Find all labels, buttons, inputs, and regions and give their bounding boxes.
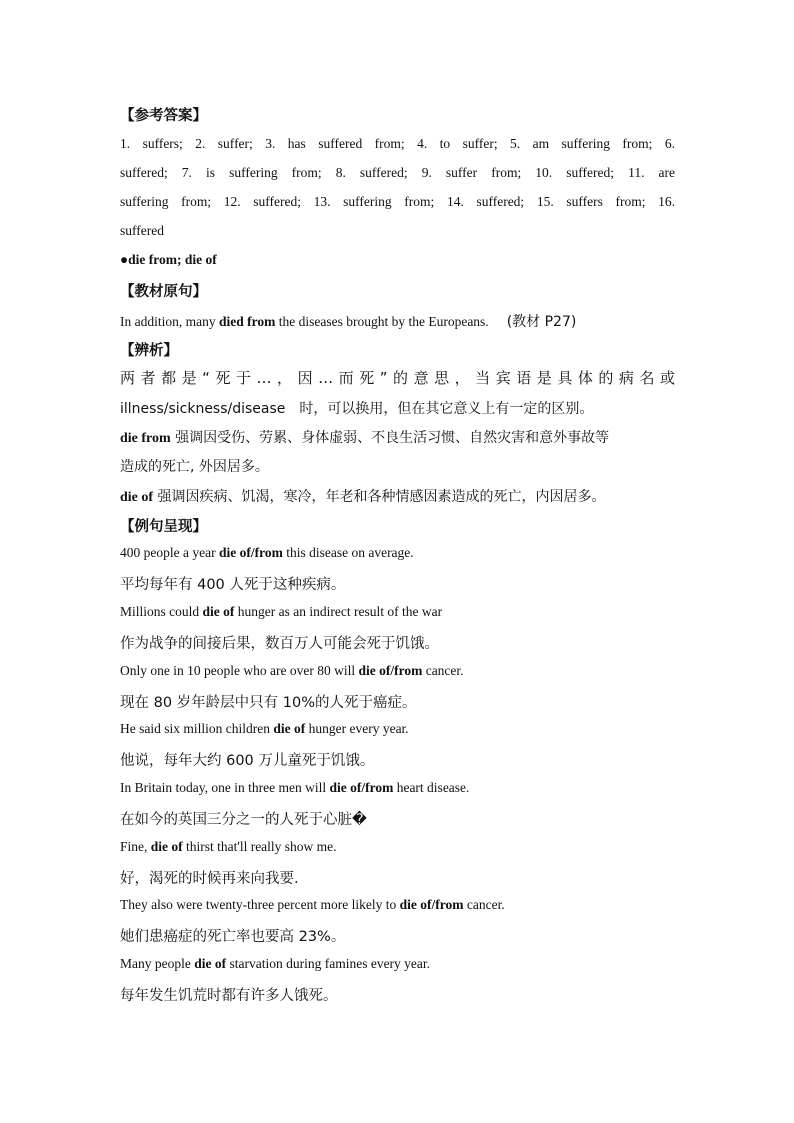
example-bold: die of/from [218,545,283,560]
example-bold: die of [194,956,227,971]
example-pre: They also were twenty-three percent more likely to [120,897,400,912]
analysis-line-1: 两者都是“死于…，因…而死”的意思，当宾语是具体的病名或 [120,369,675,387]
die-from-text: 强调因受伤、劳累、身体虚弱、不良生活习惯、自然灾害和意外事故等 [170,430,610,446]
examples-heading: 【例句呈现】 [120,519,207,535]
example-zh-7: 她们患癌症的死亡率也要高 23%。 [120,929,346,945]
example-en-4 [120,721,675,737]
example-zh-5: 在如今的英国三分之一的人死于心脏� [120,812,367,828]
example-bold: die of/from [358,663,423,678]
example-zh-1: 平均每年有 400 人死于这种疾病。 [120,577,346,593]
die-of-term: die of [120,490,154,505]
example-post: cancer. [463,897,505,912]
example-post: hunger as an indirect result of the war [234,604,443,619]
die-from-term: die from [120,431,171,446]
textbook-source: (教材 P27) [506,314,577,330]
die-of-text: 强调因疾病、饥渴，寒冷，年老和各种情感因素造成的死亡，内因居多。 [153,489,606,505]
example-pre: He said six million children [120,721,274,736]
example-bold: die of [150,839,183,854]
textbook-sentence [120,311,675,331]
example-en-3 [120,663,675,679]
example-zh-4: 他说，每年大约 600 万儿童死于饥饿。 [120,753,375,769]
answers-line-3: suffering from; 12. suffered; 13. suffering from; 14. suffered; 15. suffers from; 16. [120,194,675,209]
example-en-2 [120,604,675,620]
example-en-6 [120,839,675,855]
analysis-line-2: illness/sickness/disease 时，可以换用，但在其它意义上有一定的区别。 [120,401,594,417]
example-post: thirst that'll really show me. [182,839,337,854]
textbook-heading: 【教材原句】 [120,284,207,300]
example-pre: Millions could [120,604,203,619]
answers-line-1: 1. suffers; 2. suffer; 3. has suffered from; 4. to suffer; 5. am suffering from; 6. [120,136,675,151]
example-post: hunger every year. [305,721,409,736]
analysis-die-from-2: 造成的死亡, 外因居多。 [120,459,269,475]
example-bold: die of [273,721,306,736]
example-post: heart disease. [393,780,470,795]
example-bold: die of [202,604,235,619]
example-zh-3: 现在 80 岁年龄层中只有 10%的人死于癌症。 [120,695,417,711]
example-zh-8: 每年发生饥荒时都有许多人饿死。 [120,988,338,1004]
example-post: cancer. [422,663,464,678]
answers-line-4: suffered [120,223,164,238]
analysis-die-of [120,486,675,506]
example-en-7 [120,897,675,913]
example-pre: Many people [120,956,195,971]
example-post: this disease on average. [282,545,414,560]
example-en-8 [120,956,675,972]
analysis-die-from [120,427,675,447]
example-zh-6: 好，渴死的时候再来向我要. [120,871,299,887]
textbook-sentence-bold: died from [218,314,276,329]
example-pre: Fine, [120,839,151,854]
example-en-5 [120,780,675,796]
example-en-1 [120,545,675,561]
example-post: starvation during famines every year. [226,956,431,971]
analysis-heading: 【辨析】 [120,343,178,359]
example-bold: die of/from [329,780,394,795]
example-bold: die of/from [399,897,464,912]
example-pre: Only one in 10 people who are over 80 will [120,663,359,678]
answers-line-2: suffered; 7. is suffering from; 8. suffered; 9. suffer from; 10. suffered; 11. are [120,165,675,180]
example-pre: 400 people a year [120,545,219,560]
example-zh-2: 作为战争的间接后果，数百万人可能会死于饥饿。 [120,636,439,652]
example-pre: In Britain today, one in three men will [120,780,330,795]
textbook-sentence-pre: In addition, many [120,314,219,329]
textbook-sentence-post: the diseases brought by the Europeans. [275,314,489,329]
section-title: ●die from; die of [120,252,217,267]
answers-heading: 【参考答案】 [120,108,207,124]
